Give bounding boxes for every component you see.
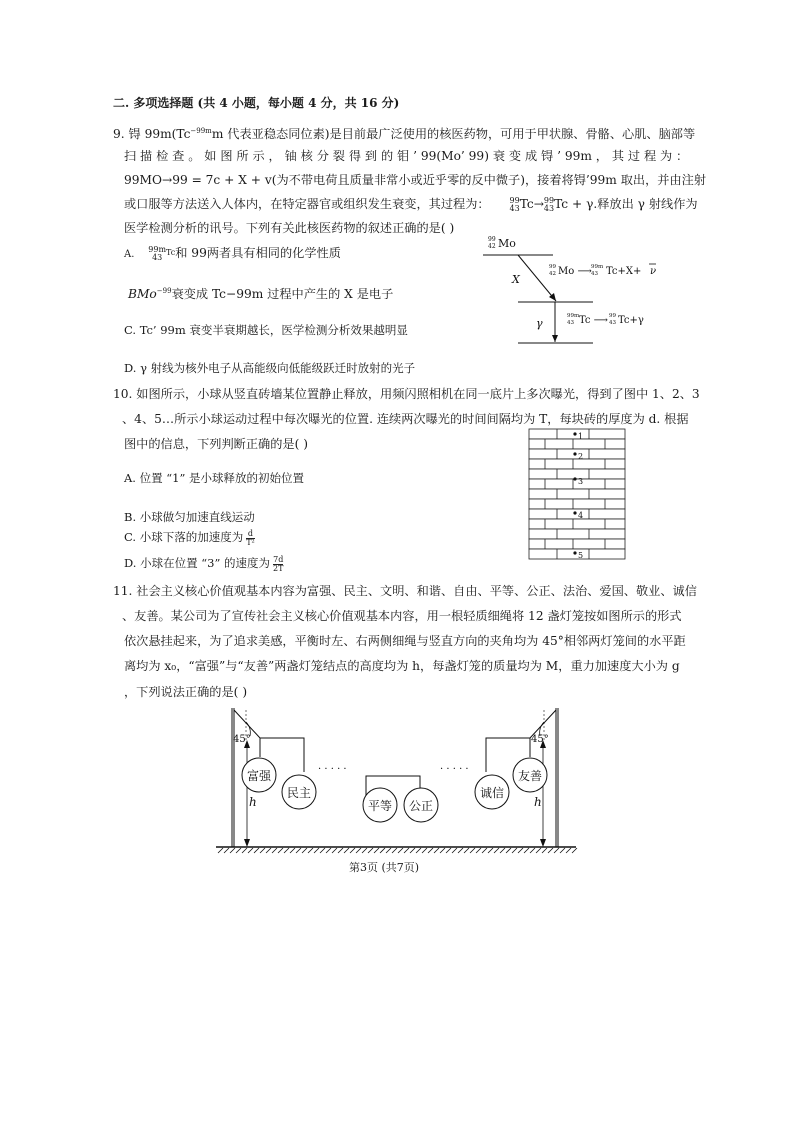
q10-line2: 、4、5…所示小球运动过程中每次曝光的位置. 连续两次曝光的时间间隔均为 T，每块砖的厚度为 d. 根据 <box>122 412 689 426</box>
ground-hatch <box>434 848 439 853</box>
q9-line3: 99MO→99 = 7c + X + v(为不带电荷且质量非常小或近乎零的反中微子)，接着将锝’99m 取出，并由注射 <box>124 173 707 187</box>
svg-text:民主: 民主 <box>286 786 312 800</box>
svg-text:43: 43 <box>609 320 616 326</box>
ground-hatch <box>422 848 427 853</box>
q9-option-a[interactable]: A. 99m 43 Tc和 99两者具有相同的化学性质 <box>124 244 341 262</box>
ground-hatch <box>518 848 523 853</box>
ground-hatch <box>392 848 397 853</box>
ground-hatch <box>224 848 229 853</box>
fig-eq2-rest: Tc+γ <box>618 315 644 326</box>
brick-row <box>529 519 625 529</box>
ground-hatch <box>524 848 529 853</box>
fig-x-label: X <box>512 273 520 286</box>
ground-hatch <box>446 848 451 853</box>
brick-row <box>529 539 625 549</box>
ground-hatch <box>494 848 499 853</box>
ball-label-1: 1 <box>578 432 584 441</box>
ground-hatch <box>320 848 325 853</box>
q9-line1: 9. 锝 $99m(Tc^{-99m}m$ 代表亚稳态同位素)是目前最广泛使用的核医药物，可用于甲状腺、骨骼、心肌、脑部等 <box>113 127 696 142</box>
ground-hatch <box>248 848 253 853</box>
height-label-right: h <box>534 795 542 809</box>
brick-row <box>529 499 625 509</box>
svg-text:富强: 富强 <box>246 769 272 783</box>
ground-hatch <box>470 848 475 853</box>
q11-line2: 、友善。某公司为了宣传社会主义核心价值观基本内容，用一根轻质细绳将 12 盏灯笼按如图所示的形式 <box>122 609 682 623</box>
section-title: 二. 多项选择题 (共 4 小题，每小题 4 分，共 16 分) <box>113 96 400 110</box>
fig-nu: ν <box>650 266 657 277</box>
fig-eq1: Mo ⟶ <box>558 266 592 277</box>
svg-text:43: 43 <box>567 320 574 326</box>
fig-mo-z: 42 <box>488 243 496 250</box>
ground-hatch <box>410 848 415 853</box>
q10-option-d[interactable]: D. 小球在位置 “3” 的速度为 $\frac{7d}{2T}$ <box>124 554 284 573</box>
q9-option-d[interactable]: D. γ 射线为核外电子从高能级向低能级跃迁时放射的光子 <box>124 361 416 375</box>
q9-line4: 或口服等方法送入人体内，在特定器官或组织发生衰变，其过程为： 99 43 Tc→ 99 43 Tc + γ.释放出 γ 射线作为 <box>124 195 698 213</box>
fig-gamma-label: γ <box>536 317 543 330</box>
x-arrow <box>518 255 556 301</box>
ground-hatch <box>362 848 367 853</box>
ball-label-2: 2 <box>578 452 584 461</box>
lantern-chengxin <box>475 775 509 809</box>
ground-hatch <box>488 848 493 853</box>
ground-hatch <box>338 848 343 853</box>
ball-position-1 <box>573 432 576 435</box>
ground-hatch <box>536 848 541 853</box>
ball-label-4: 4 <box>578 511 584 520</box>
ground-hatch <box>560 848 565 853</box>
ground-hatch <box>368 848 373 853</box>
ground-hatch <box>302 848 307 853</box>
brick-row <box>529 529 625 539</box>
ground-hatch <box>398 848 403 853</box>
q10-option-c[interactable]: C. 小球下落的加速度为 $\frac{d}{\text{T²}}$ <box>124 528 255 547</box>
brick-row <box>529 489 625 499</box>
ground-hatch <box>254 848 259 853</box>
brick-row <box>529 479 625 489</box>
svg-text:43: 43 <box>591 271 598 277</box>
ground-hatch <box>296 848 301 853</box>
dots-left: · · · · · <box>318 764 347 775</box>
ground-hatch <box>566 848 571 853</box>
brick-row <box>529 429 625 439</box>
ground-hatch <box>332 848 337 853</box>
lantern-minzhu <box>282 775 316 809</box>
brick-row <box>529 459 625 469</box>
ground-hatch <box>374 848 379 853</box>
ground-hatch <box>230 848 235 853</box>
ball-position-3 <box>573 477 576 480</box>
ground-hatch <box>530 848 535 853</box>
ground-hatch <box>260 848 265 853</box>
q9-line2: 扫 描 检 查 。 如 图 所 示 ， 铀 核 分 裂 得 到 的 钼 ’ 99(Mo’ 99) 衰 变 成 锝 ’ 99m ， 其 过 程 为 ： <box>124 149 689 163</box>
ground-hatch <box>572 848 577 853</box>
ground-hatch <box>356 848 361 853</box>
ground-hatch <box>452 848 457 853</box>
brick-row <box>529 469 625 479</box>
svg-text:99m: 99m <box>567 313 580 319</box>
q11-line1: 11. 社会主义核心价值观基本内容为富强、民主、文明、和谐、自由、平等、公正、法治、爱国、敬业、诚信 <box>113 584 697 598</box>
svg-text:平等: 平等 <box>367 799 393 813</box>
q11-line5: ，下列说法正确的是( ) <box>124 685 248 699</box>
angle-label-left: 45° <box>233 734 251 745</box>
brick-row <box>529 509 625 519</box>
q10-line3: 图中的信息，下列判断正确的是( ) <box>124 437 309 451</box>
ground-hatch <box>554 848 559 853</box>
ground-hatch <box>440 848 445 853</box>
ground-hatch <box>464 848 469 853</box>
ground-hatch <box>284 848 289 853</box>
ground-hatch <box>482 848 487 853</box>
brick-row <box>529 449 625 459</box>
ground-hatch <box>542 848 547 853</box>
lantern-fuqiang <box>242 758 276 792</box>
ground-hatch <box>476 848 481 853</box>
ground-hatch <box>266 848 271 853</box>
lantern-figure <box>212 702 582 854</box>
svg-text:99m: 99m <box>591 264 604 270</box>
dots-right: · · · · · <box>440 764 469 775</box>
ground-hatch <box>428 848 433 853</box>
brick-row <box>529 549 625 559</box>
height-label-left: h <box>249 795 257 809</box>
ground-hatch <box>416 848 421 853</box>
q9-line5: 医学检测分析的讯号。下列有关此核医药物的叙述正确的是( ) <box>124 221 455 235</box>
ground-hatch <box>290 848 295 853</box>
ground-hatch <box>242 848 247 853</box>
q10-line1: 10. 如图所示，小球从竖直砖墙某位置静止释放，用频闪照相机在同一底片上多次曝光，得到了图中 1、2、3 <box>113 387 700 401</box>
svg-text:99: 99 <box>549 264 556 270</box>
q11-line4: 离均为 x₀，“富强”与“友善”两盏灯笼结点的高度均为 h，每盏灯笼的质量均为 M，重力加速度大小为 g <box>124 659 680 673</box>
brick-row <box>529 439 625 449</box>
lantern-gongzheng <box>404 788 438 822</box>
ground-hatch <box>500 848 505 853</box>
fig-mo-label: Mo <box>498 237 516 250</box>
svg-text:99: 99 <box>609 313 616 319</box>
decay-diagram <box>478 228 688 348</box>
ball-position-4 <box>573 511 576 514</box>
ball-position-5 <box>573 551 576 554</box>
ground-hatch <box>308 848 313 853</box>
ground-hatch <box>404 848 409 853</box>
svg-text:公正: 公正 <box>408 799 434 813</box>
ground-hatch <box>344 848 349 853</box>
q9-option-c[interactable]: C. Tc’ 99m 衰变半衰期越长，医学检测分析效果越明显 <box>124 323 408 337</box>
ground-hatch <box>506 848 511 853</box>
ground-hatch <box>386 848 391 853</box>
ball-label-3: 3 <box>578 477 584 486</box>
q11-line3: 依次悬挂起来，为了追求美感，平衡时左、右两侧细绳与竖直方向的夹角均为 45°相邻两灯笼间的水平距 <box>124 634 686 648</box>
q10-option-a[interactable]: A. 位置 “1” 是小球释放的初始位置 <box>124 471 305 485</box>
brick-wall-figure <box>525 427 629 561</box>
ground-hatch <box>350 848 355 853</box>
ball-position-2 <box>573 452 576 455</box>
q9-option-b[interactable]: BMo$^{-99}$衰变成 Tc−99m 过程中产生的 X 是电子 <box>128 287 394 302</box>
ground-hatch <box>272 848 277 853</box>
fig-eq2: Tc ⟶ <box>579 315 609 326</box>
svg-text:诚信: 诚信 <box>479 786 505 800</box>
ground-hatch <box>314 848 319 853</box>
lantern-pingdeng <box>363 788 397 822</box>
ground-hatch <box>278 848 283 853</box>
ground-hatch <box>236 848 241 853</box>
ground-hatch <box>380 848 385 853</box>
page-footer: 第3页 (共7页) <box>349 861 420 874</box>
ball-label-5: 5 <box>578 551 584 560</box>
svg-text:42: 42 <box>549 271 556 277</box>
fig-eq1-rest: Tc+X+ <box>606 266 642 277</box>
angle-label-right: 45° <box>531 734 549 745</box>
q10-option-b[interactable]: B. 小球做匀加速直线运动 <box>124 510 255 524</box>
lantern-youshan <box>513 758 547 792</box>
ground-hatch <box>458 848 463 853</box>
ground-hatch <box>326 848 331 853</box>
svg-text:友善: 友善 <box>517 769 543 783</box>
fig-mo-mass: 99 <box>488 236 496 243</box>
ground-hatch <box>218 848 223 853</box>
ground-hatch <box>512 848 517 853</box>
ground-hatch <box>548 848 553 853</box>
